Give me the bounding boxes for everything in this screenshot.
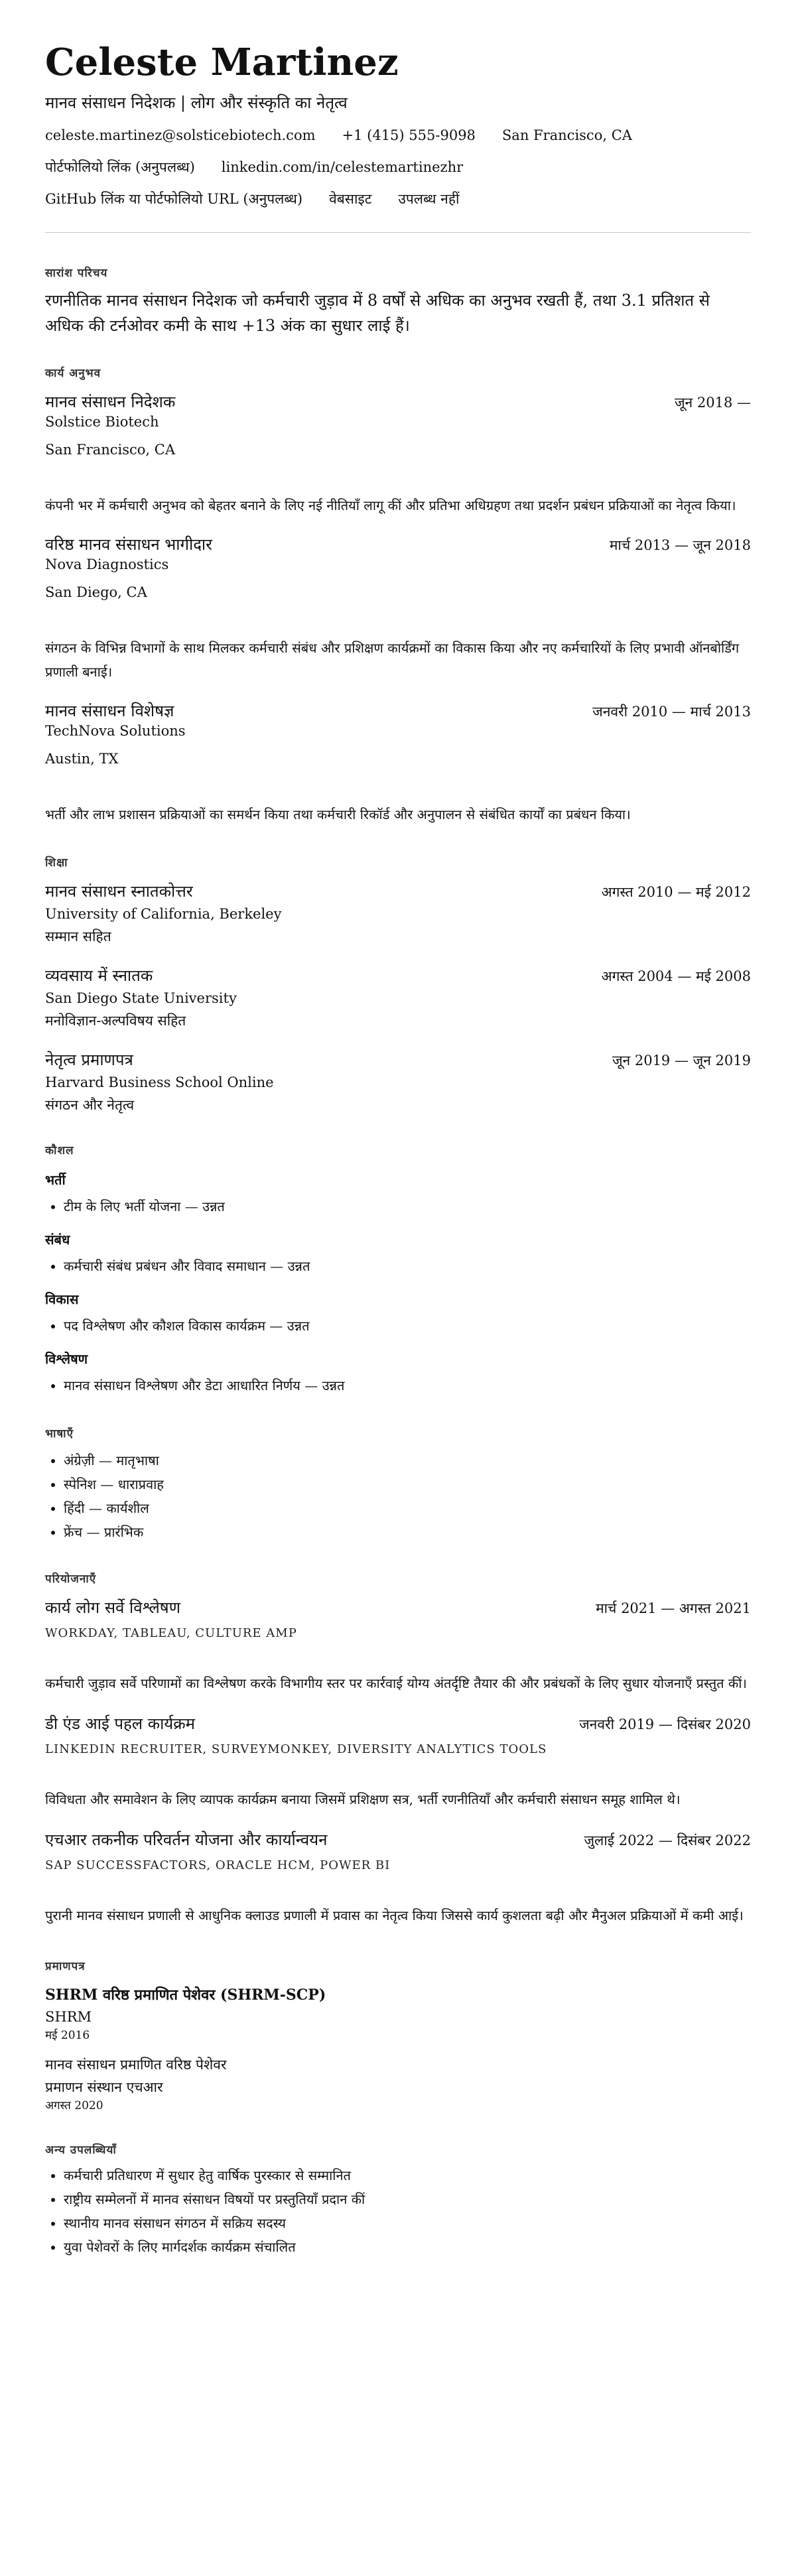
skill-group-label: विश्लेषण [45,1351,88,1367]
website-label: वेबसाइट [329,191,372,207]
job-location: Austin, TX [45,751,119,767]
section-title-projects: परियोजनाएँ [45,1573,97,1586]
job-description: संगठन के विभिन्न विभागों के साथ मिलकर कर्मचारी संबंध और प्रशिक्षण कार्यक्रमों का विकास किया और नए कर्मचारियों के लिए प्रभावी ऑनबोर्डिंग प्रणाली बनाई। [45,640,740,680]
education-entry [45,966,751,1030]
certification-issuer: SHRM [45,2009,92,2025]
degree-title: व्यवसाय में स्नातक [45,966,153,985]
achievements-section [45,2142,751,2259]
skills-section [45,1142,751,1397]
job-date: मार्च 2013 — जून 2018 [609,537,751,553]
school-name: Harvard Business School Online [45,1074,274,1090]
header-divider [45,232,751,233]
contact-row-1 [45,126,751,145]
job-description: भर्ती और लाभ प्रशासन प्रक्रियाओं का समर्थन किया तथा कर्मचारी रिकॉर्ड और अनुपालन से संबंधित कार्यों का प्रबंधन किया। [45,806,631,822]
skill-item: • पद विश्लेषण और कौशल विकास कार्यक्रम — उन्नत [64,1314,751,1338]
skill-group [45,1290,751,1338]
school-name: University of California, Berkeley [45,906,282,922]
achievement-item: • स्थानीय मानव संसाधन संगठन में सक्रिय सदस्य [64,2211,751,2235]
achievement-item: • कर्मचारी प्रतिधारण में सुधार हेतु वार्षिक पुरस्कार से सम्मानित [64,2163,751,2187]
job-date: जनवरी 2010 — मार्च 2013 [592,704,751,720]
certification-name: मानव संसाधन प्रमाणित वरिष्ठ पेशेवर [45,2057,227,2073]
education-date: जून 2019 — जून 2019 [612,1053,751,1068]
education-note: संगठन और नेतृत्व [45,1097,135,1113]
section-title-certifications: प्रमाणपत्र [45,1960,86,1973]
education-entry [45,881,751,946]
job-entry [45,392,751,517]
project-date: जनवरी 2019 — दिसंबर 2020 [579,1716,751,1732]
certification-issuer: प्रमाणन संस्थान एचआर [45,2079,163,2095]
job-description: कंपनी भर में कर्मचारी अनुभव को बेहतर बनाने के लिए नई नीतियाँ लागू कीं और प्रतिभा अधिग्रहण तथा प्रदर्शन प्रबंधन प्रक्रियाओं का नेतृत्व किया। [45,497,736,513]
project-description: विविधता और समावेशन के लिए व्यापक कार्यक्रम बनाया जिसमें प्रशिक्षण सत्र, भर्ती रणनीतियाँ और कर्मचारी संसाधन समूह शामिल थे। [45,1791,681,1807]
contact-row-2 [45,158,751,176]
project-tools: LINKEDIN RECRUITER, SURVEYMONKEY, DIVERSITY ANALYTICS TOOLS [45,1742,547,1756]
skill-group-label: विकास [45,1291,79,1307]
skill-group-label: संबंध [45,1232,70,1248]
linkedin-link[interactable]: linkedin.com/in/celestemartinezhr [221,159,464,175]
skill-item: • टीम के लिए भर्ती योजना — उन्नत [64,1194,751,1218]
project-entry [45,1714,751,1811]
contact-row-3 [45,190,751,208]
skill-item: • मानव संसाधन विश्लेषण और डेटा आधारित निर्णय — उन्नत [64,1374,751,1397]
project-description: पुरानी मानव संसाधन प्रणाली से आधुनिक क्लाउड प्रणाली में प्रवास का नेतृत्व किया जिससे कार्य कुशलता बढ़ी और मैनुअल प्रक्रियाओं में कमी आई। [45,1907,744,1923]
school-name: San Diego State University [45,990,237,1006]
project-name: डी एंड आई पहल कार्यक्रम [45,1714,195,1733]
certification-entry [45,2055,751,2114]
github-text: GitHub लिंक या पोर्टफोलियो URL (अनुपलब्ध) [45,191,303,207]
email-link[interactable]: celeste.martinez@solsticebiotech.com [45,127,316,143]
section-title-achievements: अन्य उपलब्धियाँ [45,2144,117,2157]
certification-name: SHRM वरिष्ठ प्रमाणित पेशेवर (SHRM-SCP) [45,1986,326,2004]
job-date: जून 2018 — [674,395,751,411]
job-company: Solstice Biotech [45,414,159,430]
education-note: मनोविज्ञान-अल्पविषय सहित [45,1013,186,1029]
language-item: • अंग्रेज़ी — मातृभाषा [64,1449,751,1472]
job-company: Nova Diagnostics [45,556,169,572]
job-location: San Francisco, CA [45,442,176,458]
language-item: • फ्रेंच — प्रारंभिक [64,1520,751,1544]
certification-date: मई 2016 [45,2029,90,2042]
certification-entry [45,1985,751,2043]
project-name: एचआर तकनीक परिवर्तन योजना और कार्यान्वयन [45,1831,328,1849]
section-title-experience: कार्य अनुभव [45,367,101,380]
skill-group [45,1350,751,1397]
degree-title: मानव संसाधन स्नातकोत्तर [45,882,193,901]
project-entry [45,1598,751,1695]
candidate-name: Celeste Martinez [45,40,399,84]
experience-section [45,365,751,826]
project-tools: WORKDAY, TABLEAU, CULTURE AMP [45,1626,297,1640]
project-date: जुलाई 2022 — दिसंबर 2022 [584,1833,751,1848]
job-title: वरिष्ठ मानव संसाधन भागीदार [45,535,212,554]
summary-text: रणनीतिक मानव संसाधन निदेशक जो कर्मचारी जुड़ाव में 8 वर्षों से अधिक का अनुभव रखती हैं, तथा 3.1 प्रतिशत से अधिक की टर्नओवर कमी के साथ +13 अंक का सुधार लाई हैं। [45,291,710,335]
achievement-item: • युवा पेशेवरों के लिए मार्गदर्शक कार्यक्रम संचालित [64,2235,751,2259]
location-text: San Francisco, CA [501,127,632,143]
phone-text: +1 (415) 555-9098 [342,127,476,143]
skill-group-label: भर्ती [45,1172,66,1188]
skill-group [45,1171,751,1218]
portfolio-text: पोर्टफोलियो लिंक (अनुपलब्ध) [45,159,195,175]
project-entry [45,1830,751,1927]
website-status: उपलब्ध नहीं [398,191,460,207]
languages-section [45,1425,751,1544]
job-entry [45,535,751,684]
language-item: • हिंदी — कार्यशील [64,1496,751,1520]
job-entry [45,701,751,826]
certification-date: अगस्त 2020 [45,2099,103,2112]
achievement-item: • राष्ट्रीय सम्मेलनों में मानव संसाधन विषयों पर प्रस्तुतियाँ प्रदान कीं [64,2187,751,2211]
projects-section [45,1571,751,1927]
project-date: मार्च 2021 — अगस्त 2021 [596,1600,751,1616]
project-name: कार्य लोग सर्वे विश्लेषण [45,1598,180,1617]
education-date: अगस्त 2004 — मई 2008 [601,968,751,984]
job-location: San Diego, CA [45,584,147,600]
job-company: TechNova Solutions [45,723,186,739]
headline: मानव संसाधन निदेशक | लोग और संस्कृति का नेतृत्व [45,94,348,112]
language-item: • स्पेनिश — धाराप्रवाह [64,1472,751,1496]
section-title-education: शिक्षा [45,856,68,869]
education-note: सम्मान सहित [45,929,111,944]
degree-title: नेतृत्व प्रमाणपत्र [45,1051,133,1069]
summary-section [45,265,751,338]
section-title-languages: भाषाएँ [45,1427,74,1441]
education-section [45,854,751,1114]
certifications-section [45,1958,751,2114]
job-title: मानव संसाधन विशेषज्ञ [45,702,174,720]
project-tools: SAP SUCCESSFACTORS, ORACLE HCM, POWER BI [45,1858,391,1872]
education-date: अगस्त 2010 — मई 2012 [601,884,751,900]
skill-item: • कर्मचारी संबंध प्रबंधन और विवाद समाधान — उन्नत [64,1254,751,1278]
job-title: मानव संसाधन निदेशक [45,393,176,411]
project-description: कर्मचारी जुड़ाव सर्वे परिणामों का विश्लेषण करके विभागीय स्तर पर कार्रवाई योग्य अंतर्दृष्टि तैयार की और प्रबंधकों के लिए सुधार योजनाएँ प्रस्तुत कीं। [45,1675,748,1691]
skill-group [45,1230,751,1278]
education-entry [45,1050,751,1114]
section-title-summary: सारांश परिचय [45,267,108,280]
section-title-skills: कौशल [45,1144,74,1157]
